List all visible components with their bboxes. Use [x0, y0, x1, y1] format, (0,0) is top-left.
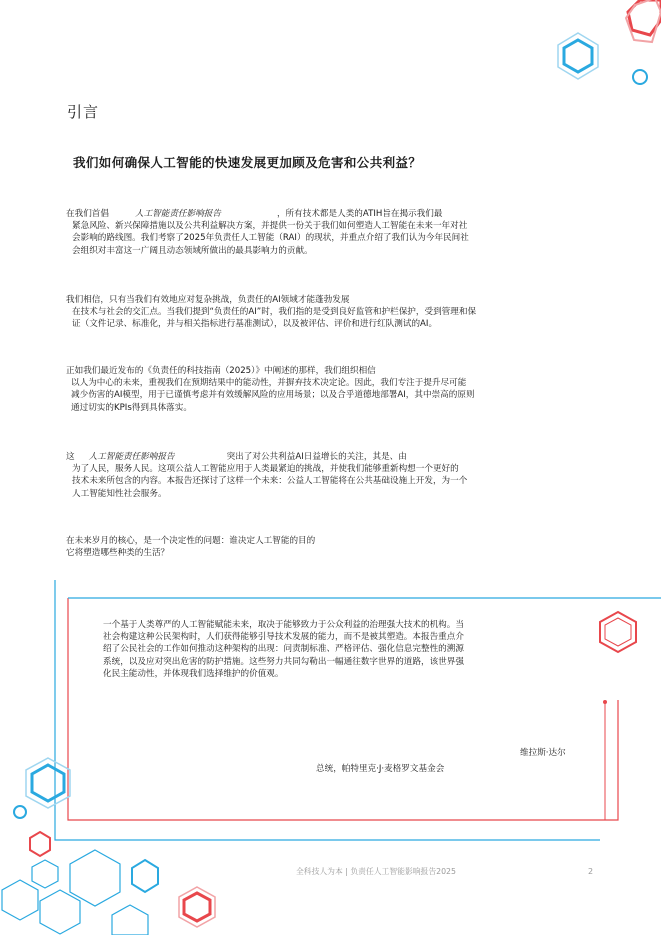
paragraph-4-lead: 这 — [66, 452, 75, 462]
paragraph-1 — [66, 208, 586, 257]
paragraph-line: 会影响的路线图。我们考察了2025年负责任人工智能（RAI）的现状，并重点介绍了我们认为今年民间社 — [72, 233, 469, 244]
paragraph-line: 紧急风险、新兴保障措施以及公共利益解决方案，并提供一份关于我们如何塑造人工智能在未来一年对社 — [72, 221, 468, 232]
quote-line: 化民主能动性，并体现我们选择维护的价值观。 — [103, 668, 284, 679]
quote-author-title: 总统，帕特里克·J·麦格罗文基金会 — [316, 764, 445, 774]
paragraph-line: 在技术与社会的交汇点。当我们提到“负责任的AI”时，我们指的是受到良好监管和护栏保护，受到管理和保 — [72, 307, 477, 318]
report-title-emphasis: 人工智能责任影响报告 — [134, 209, 221, 219]
quote-line: 一个基于人类尊严的人工智能赋能未来，取决于能够致力于公众利益的治理强大技术的机构。当 — [103, 620, 464, 630]
paragraph-1-lead: 在我们首倡 — [66, 209, 109, 219]
key-question: 我们如何确保人工智能的快速发展更加顾及危害和公共利益？ — [73, 155, 422, 170]
paragraph-2 — [66, 294, 586, 331]
paragraph-line: 技术未来所包含的内容。本报告还探讨了这样一个未来：公益人工智能将在公共基础设施上开发，为一个 — [72, 476, 468, 487]
paragraph-line: 证（文件记录、标准化，并与相关指标进行基准测试），以及被评估、评价和进行红队测试的AI。 — [72, 319, 438, 330]
paragraph-5 — [66, 535, 586, 559]
paragraph-3 — [66, 365, 586, 414]
paragraph-3-lead: 正如我们最近发布的《负责任的科技指南（2025）》中阐述的那样，我们组织相信 — [66, 366, 376, 376]
paragraph-1-lead-tail: ，所有技术都是人类的ATIH旨在揭示我们最 — [276, 209, 443, 219]
paragraph-line: 它将塑造哪些种类的生活？ — [66, 548, 170, 559]
quote-line: 社会构建这种公民架构时，人们获得能够引导技术发展的能力，而不是被其塑造。本报告重点介 — [103, 632, 464, 643]
quote-author-name: 维拉斯·达尔 — [520, 748, 566, 758]
quote-line: 绍了公民社会的工作如何推动这种架构的出现：问责制标准、严格评估、强化信息完整性的溯源 — [103, 644, 464, 655]
paragraph-line: 以人为中心的未来，重视我们在预期结果中的能动性，并摒弃技术决定论。因此，我们专注于提升尽可能 — [71, 378, 467, 389]
paragraph-4-lead-tail: 突出了对公共利益AI日益增长的关注，其是、由 — [226, 452, 407, 462]
paragraph-line: 通过切实的KPIs得到具体落实。 — [71, 402, 192, 413]
paragraph-2-lead: 我们相信，只有当我们有效地应对复杂挑战，负责任的AI领域才能蓬勃发展 — [66, 295, 350, 305]
paragraph-line: 在未来岁月的核心，是一个决定性的问题：谁决定人工智能的目的 — [66, 536, 316, 546]
foreword-quote — [103, 619, 571, 680]
report-title-emphasis: 人工智能责任影响报告 — [88, 452, 175, 462]
section-title: 引言 — [67, 103, 100, 121]
paragraph-line: 会组织对丰富这一广阔且动态领域所做出的最具影响力的贡献。 — [72, 245, 313, 256]
page-footer: 全科技人为本 | 负责任人工智能影响报告2025 — [296, 867, 456, 876]
paragraph-line: 为了人民，服务人民。这项公益人工智能应用于人类最紧迫的挑战，并使我们能够重新构想一个更好的 — [72, 464, 459, 475]
paragraph-line: 减少伤害的AI模型，用于已谨慎考虑并有效缓解风险的应用场景；以及合乎道德地部署AI，其中崇高的原则 — [71, 390, 475, 401]
quote-line: 系统，以及应对突出危害的防护措施。这些努力共同勾勒出一幅通往数字世界的道路，该世界强 — [103, 656, 464, 667]
paragraph-line: 人工智能知性社会服务。 — [72, 488, 167, 499]
page-number: 2 — [588, 867, 594, 876]
paragraph-4 — [66, 451, 586, 500]
